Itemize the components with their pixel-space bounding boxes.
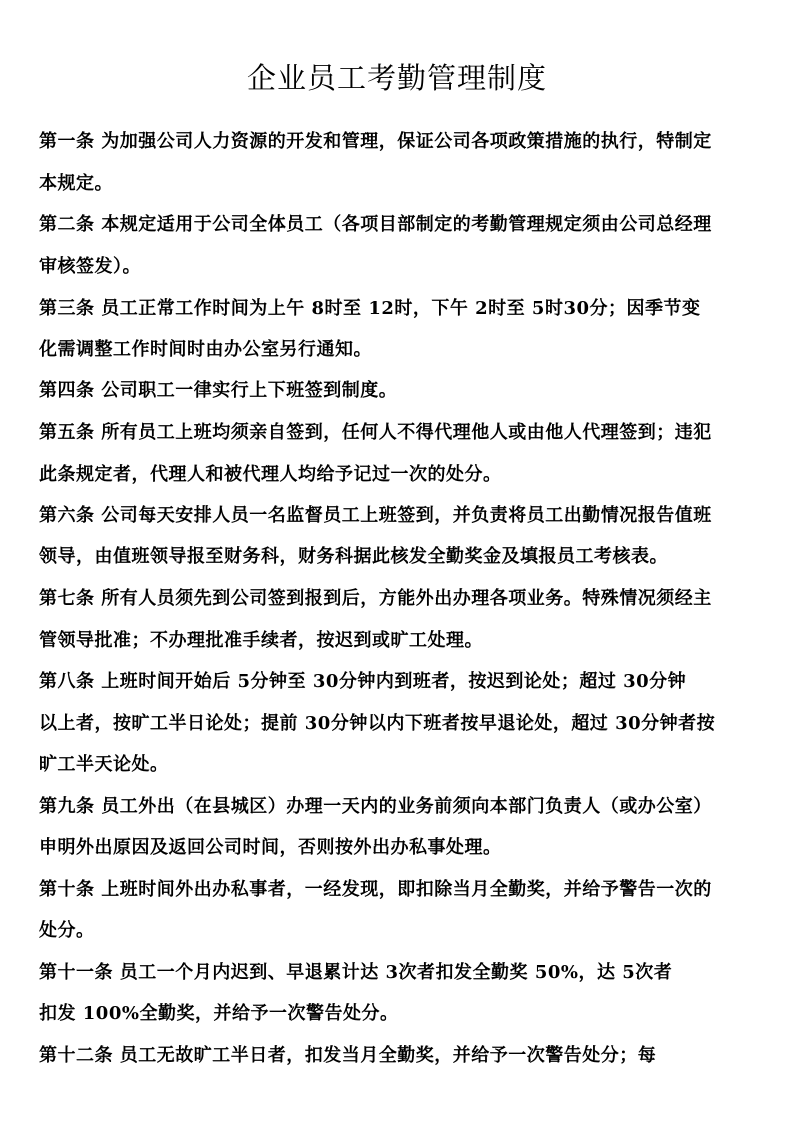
text-line-9: 此条规定者，代理人和被代理人均给予记过一次的处分。 xyxy=(39,464,502,485)
text-line-4: 审核签发）。 xyxy=(39,256,141,277)
text-line-5: 第三条 员工正常工作时间为上午 8时至 12时，下午 2时至 5时30分；因季节变 xyxy=(39,298,701,319)
text-line-18: 申明外出原因及返回公司时间，否则按外出办私事处理。 xyxy=(39,837,502,858)
text-line-16: 旷工半天论处。 xyxy=(39,754,169,775)
text-line-13: 管领导批准；不办理批准手续者，按迟到或旷工处理。 xyxy=(39,630,483,651)
document-title: 企业员工考勤管理制度 xyxy=(246,61,547,95)
text-line-10: 第六条 公司每天安排人员一名监督员工上班签到，并负责将员工出勤情况报告值班 xyxy=(39,505,712,526)
text-line-23: 第十二条 员工无故旷工半日者，扣发当月全勤奖，并给予一次警告处分；每 xyxy=(39,1045,657,1066)
text-line-2: 本规定。 xyxy=(39,173,113,194)
text-line-12: 第七条 所有人员须先到公司签到报到后，方能外出办理各项业务。特殊情况须经主 xyxy=(39,588,712,609)
text-line-11: 领导，由值班领导报至财务科，财务科据此核发全勤奖金及填报员工考核表。 xyxy=(39,546,668,567)
text-line-20: 处分。 xyxy=(39,920,95,941)
text-line-3: 第二条 本规定适用于公司全体员工（各项目部制定的考勤管理规定须由公司总经理 xyxy=(39,214,712,235)
text-line-15: 以上者，按旷工半日论处；提前 30分钟以内下班者按早退论处，超过 30分钟者按 xyxy=(39,713,716,734)
text-line-17: 第九条 员工外出（在县城区）办理一天内的业务前须向本部门负责人（或办公室） xyxy=(39,796,712,817)
text-line-6: 化需调整工作时间时由办公室另行通知。 xyxy=(39,339,372,360)
text-line-7: 第四条 公司职工一律实行上下班签到制度。 xyxy=(39,380,398,401)
text-line-14: 第八条 上班时间开始后 5分钟至 30分钟内到班者，按迟到论处；超过 30分钟 xyxy=(39,671,687,692)
text-line-19: 第十条 上班时间外出办私事者，一经发现，即扣除当月全勤奖，并给予警告一次的 xyxy=(39,879,712,900)
text-line-21: 第十一条 员工一个月内迟到、早退累计达 3次者扣发全勤奖 50%，达 5次者 xyxy=(39,962,673,983)
text-line-22: 扣发 100%全勤奖，并给予一次警告处分。 xyxy=(39,1003,399,1024)
text-line-8: 第五条 所有员工上班均须亲自签到，任何人不得代理他人或由他人代理签到；违犯 xyxy=(39,422,712,443)
text-line-1: 第一条 为加强公司人力资源的开发和管理，保证公司各项政策措施的执行，特制定 xyxy=(39,131,712,152)
